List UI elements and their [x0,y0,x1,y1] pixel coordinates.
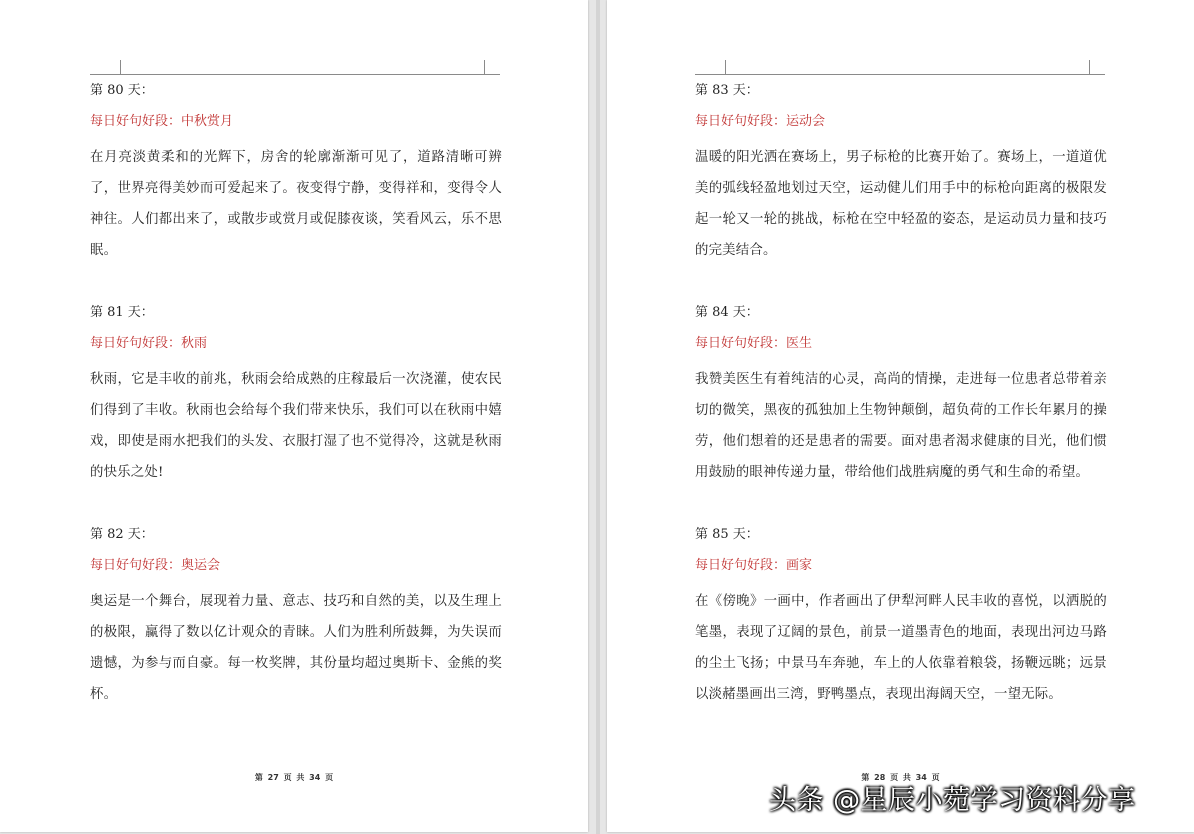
entry-day-83 [695,80,1107,266]
watermark: 头条 @星辰小菀学习资料分享 [769,785,1136,816]
margin-mark-top-right-vertical [484,60,485,74]
day-label: 第 81 天： [90,305,154,320]
entry-heading: 每日好句好段：秋雨 [90,336,208,351]
page-content [90,80,502,746]
entry-paragraph: 我赞美医生有着纯洁的心灵，高尚的情操，走进每一位患者总带着亲切的微笑，黑夜的孤独加上生物钟颠倒，超负荷的工作长年累月的操劳，他们想着的还是患者的需要。面对患者渴求健康的目光，他们惯用鼓励的眼神传递力量，带给他们战胜病魔的勇气和生命的希望。 [695,372,1107,480]
entry-paragraph: 在《傍晚》一画中，作者画出了伊犁河畔人民丰收的喜悦，以洒脱的笔墨，表现了辽阔的景色，前景一道墨青色的地面，表现出河边马路的尘土飞扬；中景马车奔驰，车上的人依靠着粮袋，扬鞭远眺；远景以淡赭墨画出三湾，野鸭墨点，表现出海阔天空，一望无际。 [695,594,1107,702]
margin-mark-top-left [725,60,726,74]
entry-day-82 [90,524,502,710]
entry-paragraph: 温暖的阳光洒在赛场上，男子标枪的比赛开始了。赛场上，一道道优美的弧线轻盈地划过天空，运动健儿们用手中的标枪向距离的极限发起一轮又一轮的挑战，标枪在空中轻盈的姿态，是运动员力量和技巧的完美结合。 [695,150,1107,258]
entry-day-85 [695,524,1107,710]
day-label: 第 82 天： [90,527,154,542]
document-page-27 [0,0,588,832]
entry-heading: 每日好句好段：奥运会 [90,558,221,573]
entry-day-80 [90,80,502,266]
day-label: 第 84 天： [695,305,759,320]
header-line [90,74,500,75]
page-content [695,80,1107,746]
page-footer: 第 27 页 共 34 页 [254,773,334,782]
entry-paragraph: 奥运是一个舞台，展现着力量、意志、技巧和自然的美，以及生理上的极限，赢得了数以亿计观众的青睐。人们为胜利所鼓舞，为失误而遗憾，为参与而自豪。每一枚奖牌，其份量均超过奥斯卡、金熊的奖杯。 [90,594,502,702]
entry-heading: 每日好句好段：中秋赏月 [90,114,234,129]
margin-mark-top-right [1089,74,1105,75]
margin-mark-top-right-vertical [1089,60,1090,74]
entry-paragraph: 秋雨，它是丰收的前兆，秋雨会给成熟的庄稼最后一次浇灌，使农民们得到了丰收。秋雨也会给每个我们带来快乐，我们可以在秋雨中嬉戏，即使是雨水把我们的头发、衣服打湿了也不觉得冷，这就是秋雨的快乐之处! [90,372,502,480]
day-label: 第 85 天： [695,527,759,542]
entry-heading: 每日好句好段：画家 [695,558,813,573]
day-label: 第 80 天： [90,83,154,98]
day-label: 第 83 天： [695,83,759,98]
entry-heading: 每日好句好段：运动会 [695,114,826,129]
margin-mark-top-left [120,60,121,74]
entry-day-81 [90,302,502,488]
entry-paragraph: 在月亮淡黄柔和的光辉下，房舍的轮廓渐渐可见了，道路清晰可辨了，世界亮得美妙而可爱起来了。夜变得宁静，变得祥和，变得令人神往。人们都出来了，或散步或赏月或促膝夜谈，笑看风云，乐不思眠。 [90,150,502,258]
document-page-28 [607,0,1194,832]
entry-heading: 每日好句好段：医生 [695,336,813,351]
header-line [695,74,1105,75]
page-footer: 第 28 页 共 34 页 [861,773,940,782]
entry-day-84 [695,302,1107,488]
page-gap-bar [596,0,600,834]
margin-mark-top-right [484,74,500,75]
